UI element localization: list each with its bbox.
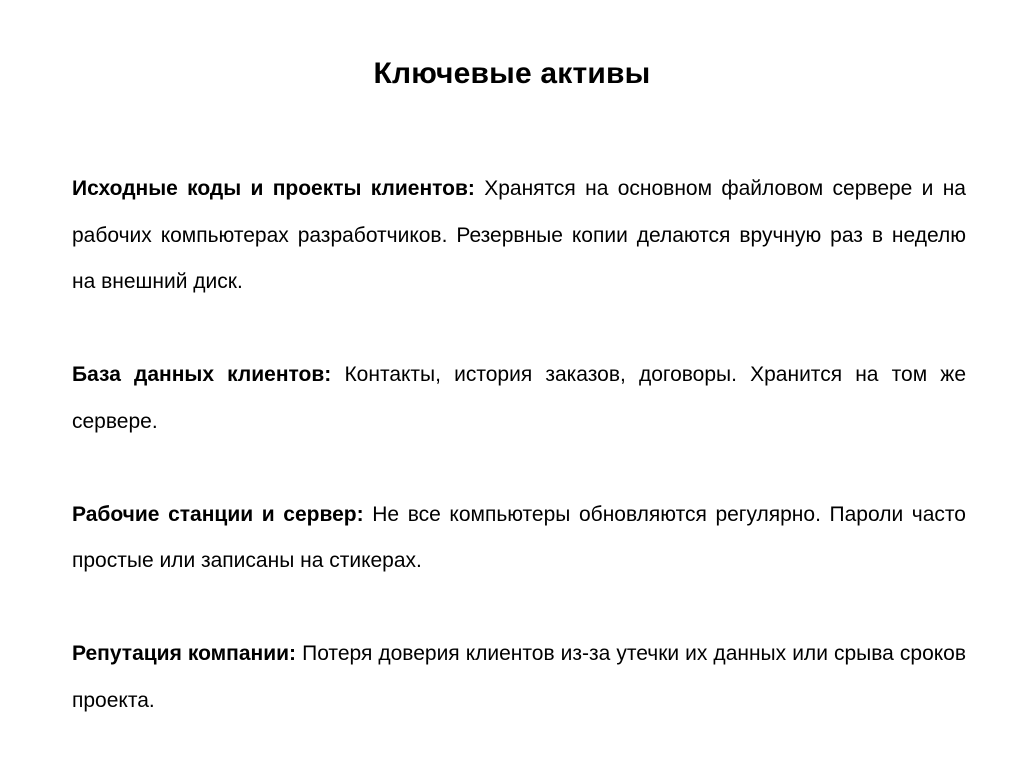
slide-title: Ключевые активы — [373, 57, 651, 90]
asset-item-source-code — [72, 166, 966, 306]
asset-item-workstations — [72, 492, 966, 585]
asset-description: Хранятся на основном файловом сервере и на рабочих компьютерах разработчиков. Резервные копии делаются вручную раз в неделю на внешний диск. — [72, 177, 966, 293]
asset-item-reputation — [72, 631, 966, 724]
asset-term: Рабочие станции и сервер: — [72, 502, 364, 526]
asset-description: Контакты, история заказов, договоры. Хранится на том же сервере. — [72, 363, 966, 433]
asset-term: Репутация компании: — [72, 642, 297, 665]
asset-list — [72, 166, 966, 724]
asset-description: Потеря доверия клиентов из-за утечки их данных или срыва сроков проекта. — [72, 642, 967, 712]
asset-term: Исходные коды и проекты клиентов: — [72, 177, 475, 200]
asset-description: Не все компьютеры обновляются регулярно. Пароли часто простые или записаны на стикерах. — [72, 502, 966, 572]
asset-term: База данных клиентов: — [72, 363, 332, 386]
asset-item-client-database — [72, 352, 966, 445]
